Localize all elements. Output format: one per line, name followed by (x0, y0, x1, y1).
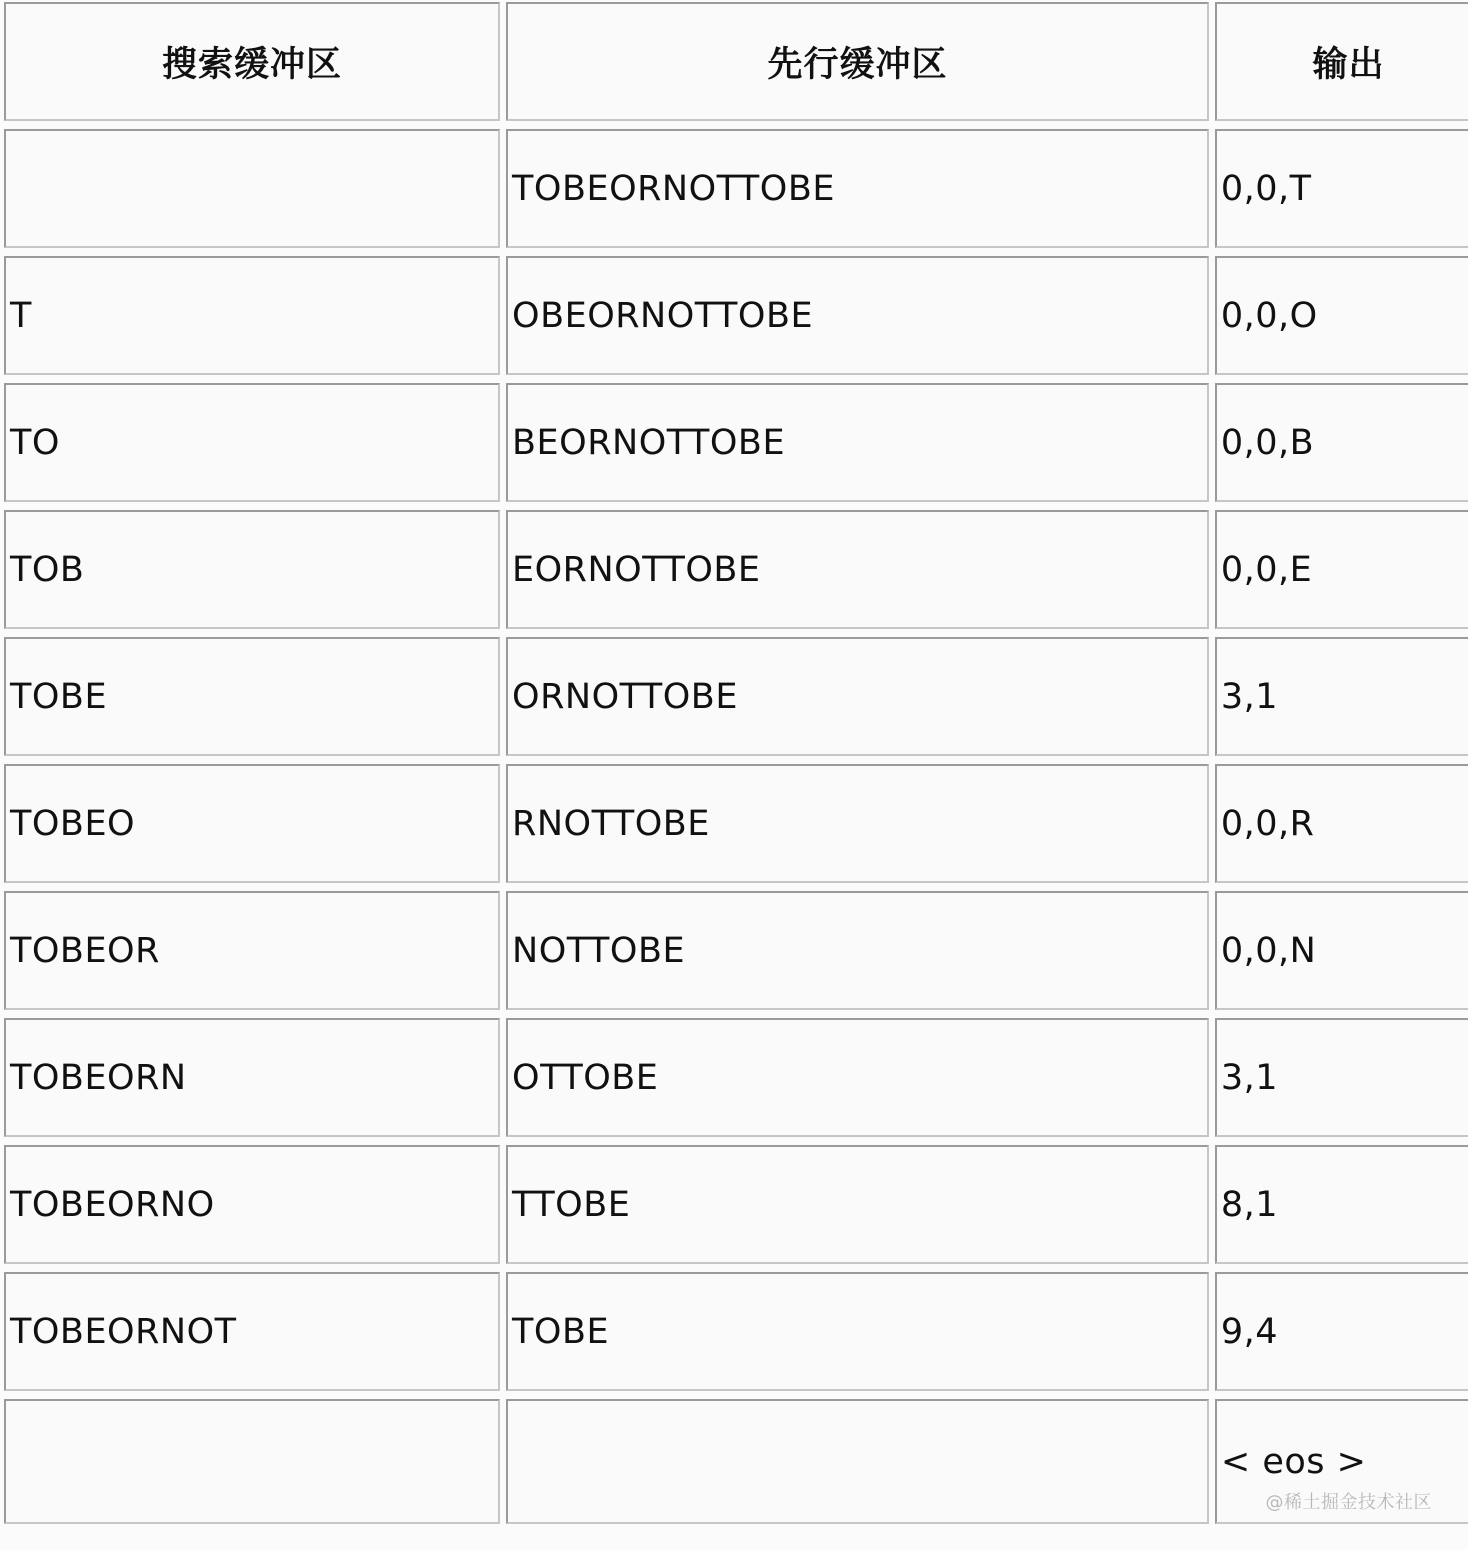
lookahead-buffer-cell: ORNOTTOBE (506, 637, 1209, 756)
lookahead-buffer-cell: TOBEORNOTTOBE (506, 129, 1209, 248)
table-row (4, 383, 1468, 502)
output-cell: 9,4 (1215, 1272, 1468, 1391)
lookahead-buffer-cell (506, 1399, 1209, 1524)
lookahead-buffer-cell: TTOBE (506, 1145, 1209, 1264)
lookahead-buffer-cell: EORNOTTOBE (506, 510, 1209, 629)
search-buffer-cell: TOB (4, 510, 500, 629)
search-buffer-cell: T (4, 256, 500, 375)
table-row (4, 1399, 1468, 1524)
table-row (4, 1018, 1468, 1137)
output-cell: 0,0,R (1215, 764, 1468, 883)
search-buffer-cell: TOBE (4, 637, 500, 756)
lookahead-buffer-cell: BEORNOTTOBE (506, 383, 1209, 502)
table-row (4, 256, 1468, 375)
lookahead-buffer-cell: OBEORNOTTOBE (506, 256, 1209, 375)
search-buffer-cell: TOBEORNO (4, 1145, 500, 1264)
output-cell: 0,0,N (1215, 891, 1468, 1010)
output-cell: 0,0,B (1215, 383, 1468, 502)
table-row (4, 1145, 1468, 1264)
output-cell: 3,1 (1215, 637, 1468, 756)
column-header-search-buffer: 搜索缓冲区 (4, 2, 500, 121)
table-row (4, 764, 1468, 883)
output-cell: 0,0,T (1215, 129, 1468, 248)
table-row (4, 637, 1468, 756)
watermark-text: @稀土掘金技术社区 (1265, 1492, 1432, 1513)
lookahead-buffer-cell: OTTOBE (506, 1018, 1209, 1137)
output-cell: 0,0,E (1215, 510, 1468, 629)
table-header-row (4, 2, 1468, 121)
lookahead-buffer-cell: TOBE (506, 1272, 1209, 1391)
table-row (4, 891, 1468, 1010)
column-header-lookahead-buffer: 先行缓冲区 (506, 2, 1209, 121)
output-cell: < eos > (1215, 1399, 1468, 1524)
search-buffer-cell: TOBEO (4, 764, 500, 883)
table-row (4, 510, 1468, 629)
table-row (4, 1272, 1468, 1391)
lookahead-buffer-cell: RNOTTOBE (506, 764, 1209, 883)
search-buffer-cell: TOBEOR (4, 891, 500, 1010)
search-buffer-cell: TO (4, 383, 500, 502)
search-buffer-cell: TOBEORNOT (4, 1272, 500, 1391)
search-buffer-cell (4, 1399, 500, 1524)
search-buffer-cell: TOBEORN (4, 1018, 500, 1137)
search-buffer-cell (4, 129, 500, 248)
output-cell: 8,1 (1215, 1145, 1468, 1264)
lookahead-buffer-cell: NOTTOBE (506, 891, 1209, 1010)
table-row (4, 129, 1468, 248)
output-cell: 3,1 (1215, 1018, 1468, 1137)
output-cell: 0,0,O (1215, 256, 1468, 375)
column-header-output: 输出 (1215, 2, 1468, 121)
